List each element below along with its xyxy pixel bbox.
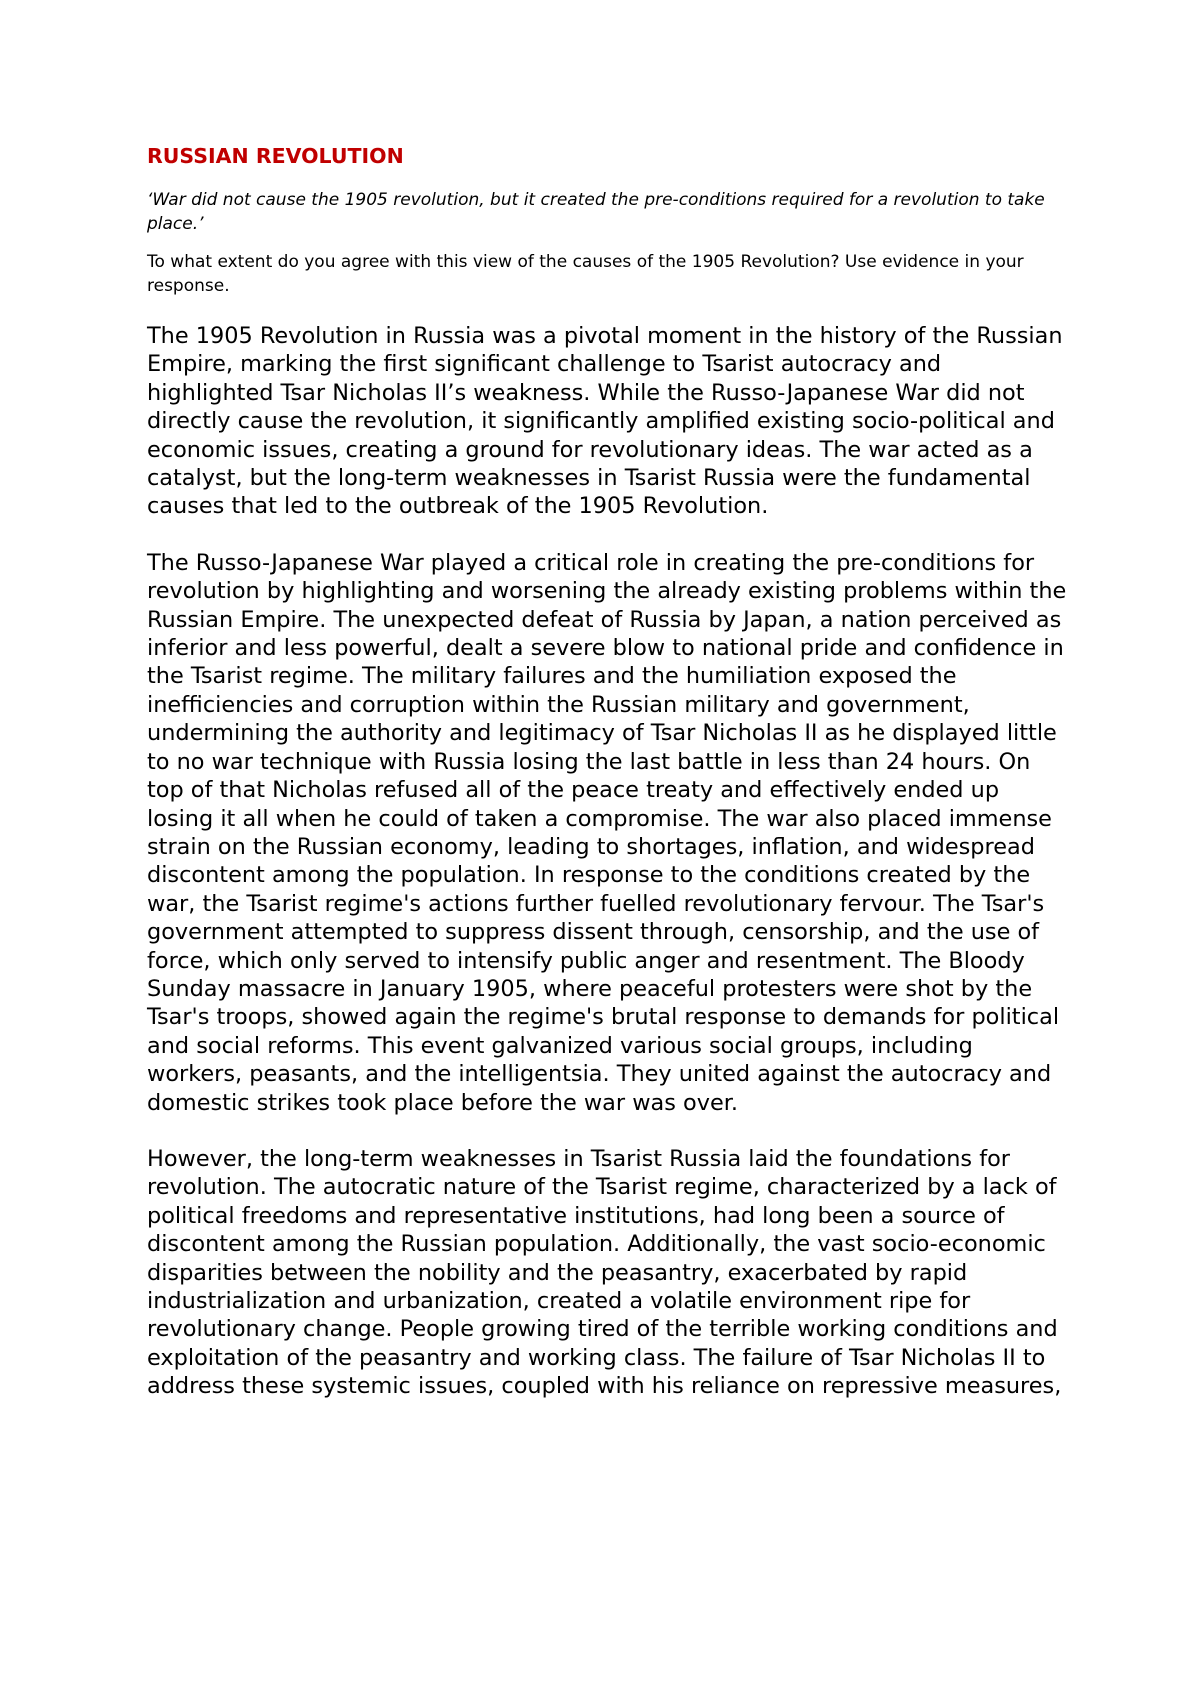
document-title: RUSSIAN REVOLUTION — [147, 144, 404, 168]
document-page — [147, 142, 1067, 1429]
essay-question: To what extent do you agree with this view of the causes of the 1905 Revolution? Use evidence in your response. — [147, 252, 1024, 296]
essay-quote: ‘War did not cause the 1905 revolution, but it created the pre-conditions required for a revolution to take place.’ — [147, 190, 1045, 234]
essay-paragraph-long-term: However, the long-term weaknesses in Tsarist Russia laid the foundations for revolution. The autocratic nature of the Tsarist regime, characterized by a lack of political freedoms and representative institutions, had long been a source of discontent among the Russian population. Additionally, the vast socio-economic disparities between the nobility and the peasantry, exacerbated by rapid industrialization and urbanization, created a volatile environment ripe for revolutionary change. People growing tired of the terrible working conditions and exploitation of the peasantry and working class. The failure of Tsar Nicholas II to address these systemic issues, coupled with his reliance on repressive measures, — [147, 1145, 1062, 1400]
essay-paragraph-intro: The 1905 Revolution in Russia was a pivotal moment in the history of the Russian Empire, marking the first significant challenge to Tsarist autocracy and highlighted Tsar Nicholas II’s weakness. While the Russo-Japanese War did not directly cause the revolution, it significantly amplified existing socio-political and economic issues, creating a ground for revolutionary ideas. The war acted as a catalyst, but the long-term weaknesses in Tsarist Russia were the fundamental causes that led to the outbreak of the 1905 Revolution. — [147, 323, 1063, 520]
essay-paragraph-war: The Russo-Japanese War played a critical role in creating the pre-conditions for revolution by highlighting and worsening the already existing problems within the Russian Empire. The unexpected defeat of Russia by Japan, a nation perceived as inferior and less powerful, dealt a severe blow to national pride and confidence in the Tsarist regime. The military failures and the humiliation exposed the inefficiencies and corruption within the Russian military and government, undermining the authority and legitimacy of Tsar Nicholas II as he displayed little to no war technique with Russia losing the last battle in less than 24 hours. On top of that Nicholas refused all of the peace treaty and effectively ended up losing it all when he could of taken a compromise. The war also placed immense strain on the Russian economy, leading to shortages, inflation, and widespread discontent among the population. In response to the conditions created by the war, the Tsarist regime's actions further fuelled revolutionary fervour. The Tsar's government attempted to suppress dissent through, censorship, and the use of force, which only served to intensify public anger and resentment. The Bloody Sunday massacre in January 1905, where peaceful protesters were shot by the Tsar's troops, showed again the regime's brutal response to demands for political and social reforms. This event galvanized various social groups, including workers, peasants, and the intelligentsia. They united against the autocracy and domestic strikes took place before the war was over. — [147, 549, 1067, 1116]
essay-body — [147, 322, 1067, 1401]
